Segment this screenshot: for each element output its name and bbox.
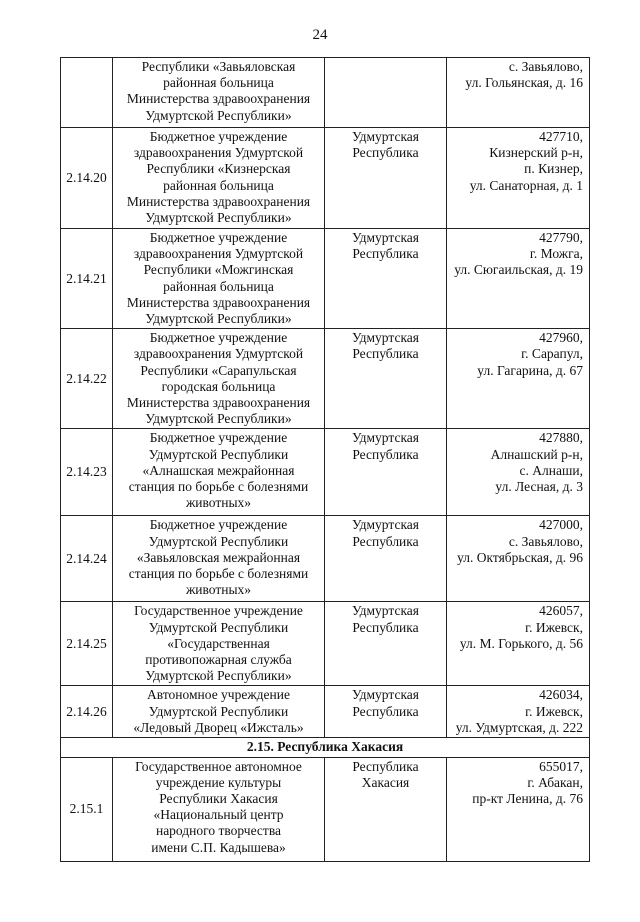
institution-name bbox=[113, 58, 325, 128]
institution-name-line: животных» bbox=[185, 582, 252, 598]
address-line: 427790, bbox=[539, 230, 583, 245]
region-line: Хакасия bbox=[361, 774, 410, 790]
row-number: 2.15.1 bbox=[61, 757, 113, 861]
institution-name-line: Государственное учреждение bbox=[134, 603, 303, 619]
region bbox=[325, 516, 447, 602]
region-line: Республика bbox=[352, 246, 419, 262]
institutions-table bbox=[60, 57, 590, 862]
institution-name-line: станция по борьбе с болезнями bbox=[128, 566, 309, 582]
address bbox=[447, 757, 590, 861]
institution-name-line: «Государственная bbox=[167, 635, 270, 651]
institution-name-line: Удмуртской Республики» bbox=[145, 668, 292, 684]
institution-name-line: здравоохранения Удмуртской bbox=[133, 145, 304, 161]
address-line: ул. М. Горького, д. 56 bbox=[459, 635, 583, 651]
region bbox=[325, 602, 447, 686]
region bbox=[325, 686, 447, 738]
institution-name-line: имени С.П. Кадышева» bbox=[151, 839, 286, 855]
address-line: ул. Удмуртская, д. 222 bbox=[455, 719, 583, 735]
region bbox=[325, 58, 447, 128]
institution-name-line: Удмуртской Республики bbox=[148, 446, 289, 462]
address-line: ул. Октябрьская, д. 96 bbox=[457, 549, 583, 565]
address-line: ул. Лесная, д. 3 bbox=[495, 479, 583, 495]
institution-name-line: здравоохранения Удмуртской bbox=[133, 246, 304, 262]
institution-name-line: Удмуртской Республики» bbox=[145, 210, 292, 226]
institution-name-line: станция по борьбе с болезнями bbox=[128, 479, 309, 495]
region bbox=[325, 128, 447, 229]
address-line: 427710, bbox=[539, 129, 583, 144]
region-line: Удмуртская bbox=[351, 230, 419, 245]
row-number: 2.14.25 bbox=[61, 602, 113, 686]
institution-name-line: «Национальный центр bbox=[153, 807, 284, 823]
institution-name-line: «Ледовый Дворец «Ижсталь» bbox=[133, 719, 304, 735]
institution-name-line: «Алнашская межрайонная bbox=[142, 462, 295, 478]
institution-name bbox=[113, 516, 325, 602]
address-line: 427960, bbox=[539, 330, 583, 346]
address-line: Алнашский р-н, bbox=[490, 446, 583, 462]
institution-name-line: Бюджетное учреждение bbox=[149, 430, 288, 446]
region-line: Республика bbox=[352, 346, 419, 362]
institution-name-line: Министерства здравоохранения bbox=[126, 91, 311, 107]
institution-name-line: Министерства здравоохранения bbox=[126, 294, 311, 310]
institution-name-line: Министерства здравоохранения bbox=[126, 193, 311, 209]
address-line: ул. Сюгаильская, д. 19 bbox=[454, 262, 583, 278]
address bbox=[447, 602, 590, 686]
region-line: Удмуртская bbox=[351, 687, 419, 703]
table-row bbox=[61, 686, 590, 738]
address-line: г. Ижевск, bbox=[525, 703, 583, 719]
address bbox=[447, 686, 590, 738]
region bbox=[325, 329, 447, 429]
institution-name bbox=[113, 429, 325, 516]
institution-name-line: районная больница bbox=[163, 278, 274, 294]
institution-name-line: противопожарная служба bbox=[145, 652, 292, 668]
institution-name-line: Удмуртской Республики» bbox=[145, 107, 292, 123]
table-row bbox=[61, 429, 590, 516]
region-line: Удмуртская bbox=[351, 603, 419, 619]
table-row bbox=[61, 602, 590, 686]
table-row bbox=[61, 58, 590, 128]
institution-name bbox=[113, 229, 325, 329]
institution-name bbox=[113, 757, 325, 861]
address-line: ул. Санаторная, д. 1 bbox=[469, 177, 583, 193]
row-number: 2.14.21 bbox=[61, 229, 113, 329]
institution-name-line: районная больница bbox=[163, 177, 274, 193]
address-line: с. Алнаши, bbox=[519, 462, 583, 478]
address bbox=[447, 329, 590, 429]
row-number: 2.14.23 bbox=[61, 429, 113, 516]
institution-name-line: Республики «Можгинская bbox=[143, 262, 294, 278]
institution-name-line: Министерства здравоохранения bbox=[126, 395, 311, 411]
institution-name-line: Бюджетное учреждение bbox=[149, 230, 288, 245]
table-row bbox=[61, 329, 590, 429]
region-line: Удмуртская bbox=[351, 129, 419, 144]
institution-name-line: Бюджетное учреждение bbox=[149, 517, 288, 533]
address-line: с. Завьялово, bbox=[508, 533, 583, 549]
address-line: пр-кт Ленина, д. 76 bbox=[472, 791, 583, 807]
address-line: 655017, bbox=[539, 758, 583, 774]
address-line: 427000, bbox=[539, 517, 583, 533]
region-line: Удмуртская bbox=[351, 517, 419, 533]
institution-name-line: городская больница bbox=[161, 378, 276, 394]
institution-name-line: учреждение культуры bbox=[155, 774, 282, 790]
address bbox=[447, 516, 590, 602]
institution-name bbox=[113, 686, 325, 738]
region-line: Республика bbox=[352, 619, 419, 635]
institution-name-line: Автономное учреждение bbox=[147, 687, 290, 703]
institution-name-line: Удмуртской Республики» bbox=[145, 411, 292, 427]
section-header-row bbox=[61, 738, 590, 757]
address-line: с. Завьялово, bbox=[508, 59, 583, 74]
address bbox=[447, 429, 590, 516]
address bbox=[447, 58, 590, 128]
address-line: ул. Гагарина, д. 67 bbox=[477, 362, 583, 378]
address-line: 427880, bbox=[539, 430, 583, 446]
institution-name-line: Бюджетное учреждение bbox=[149, 129, 288, 144]
institution-name-line: Удмуртской Республики bbox=[148, 619, 289, 635]
table-row bbox=[61, 757, 590, 861]
institution-name-line: Государственное автономное bbox=[135, 758, 302, 774]
address bbox=[447, 229, 590, 329]
institution-name bbox=[113, 128, 325, 229]
region-line: Удмуртская bbox=[351, 430, 419, 446]
institution-name-line: Удмуртской Республики» bbox=[145, 311, 292, 327]
page-number: 24 bbox=[312, 27, 328, 43]
address-line: 426057, bbox=[539, 603, 583, 619]
institution-name bbox=[113, 602, 325, 686]
region-line: Республика bbox=[352, 758, 419, 774]
row-number: 2.14.26 bbox=[61, 686, 113, 738]
institution-name-line: Республики «Кизнерская bbox=[146, 161, 291, 177]
institution-name-line: животных» bbox=[185, 495, 252, 511]
region-line: Республика bbox=[352, 145, 419, 161]
region-line: Республика bbox=[352, 703, 419, 719]
address-line: 426034, bbox=[539, 687, 583, 703]
section-title: 2.15. Республика Хакасия bbox=[61, 738, 590, 757]
address-line: г. Абакан, bbox=[527, 774, 583, 790]
row-number: 2.14.24 bbox=[61, 516, 113, 602]
address bbox=[447, 128, 590, 229]
institution-name-line: Удмуртской Республики bbox=[148, 533, 289, 549]
table-row bbox=[61, 229, 590, 329]
row-number: 2.14.20 bbox=[61, 128, 113, 229]
institution-name-line: «Завьяловская межрайонная bbox=[136, 549, 301, 565]
address-line: Кизнерский р-н, bbox=[489, 145, 583, 161]
region-line: Республика bbox=[352, 446, 419, 462]
table-row bbox=[61, 128, 590, 229]
address-line: г. Можга, bbox=[529, 246, 583, 262]
address-line: п. Кизнер, bbox=[524, 161, 583, 177]
institution-name-line: Республики «Сарапульская bbox=[140, 362, 297, 378]
institutions-table-body bbox=[61, 58, 590, 862]
institution-name-line: народного творчества bbox=[155, 823, 282, 839]
row-number bbox=[61, 58, 113, 128]
region-line: Республика bbox=[352, 533, 419, 549]
institution-name-line: Удмуртской Республики bbox=[148, 703, 289, 719]
table-row bbox=[61, 516, 590, 602]
region bbox=[325, 229, 447, 329]
row-number: 2.14.22 bbox=[61, 329, 113, 429]
region bbox=[325, 757, 447, 861]
institution-name bbox=[113, 329, 325, 429]
institution-name-line: районная больница bbox=[163, 75, 274, 91]
institution-name-line: Республики Хакасия bbox=[159, 791, 278, 807]
address-line: ул. Гольянская, д. 16 bbox=[465, 75, 583, 91]
institution-name-line: Бюджетное учреждение bbox=[149, 330, 288, 346]
region-line: Удмуртская bbox=[351, 330, 419, 346]
region bbox=[325, 429, 447, 516]
address-line: г. Ижевск, bbox=[525, 619, 583, 635]
institution-name-line: здравоохранения Удмуртской bbox=[133, 346, 304, 362]
address-line: г. Сарапул, bbox=[521, 346, 583, 362]
institution-name-line: Республики «Завьяловская bbox=[141, 59, 296, 74]
